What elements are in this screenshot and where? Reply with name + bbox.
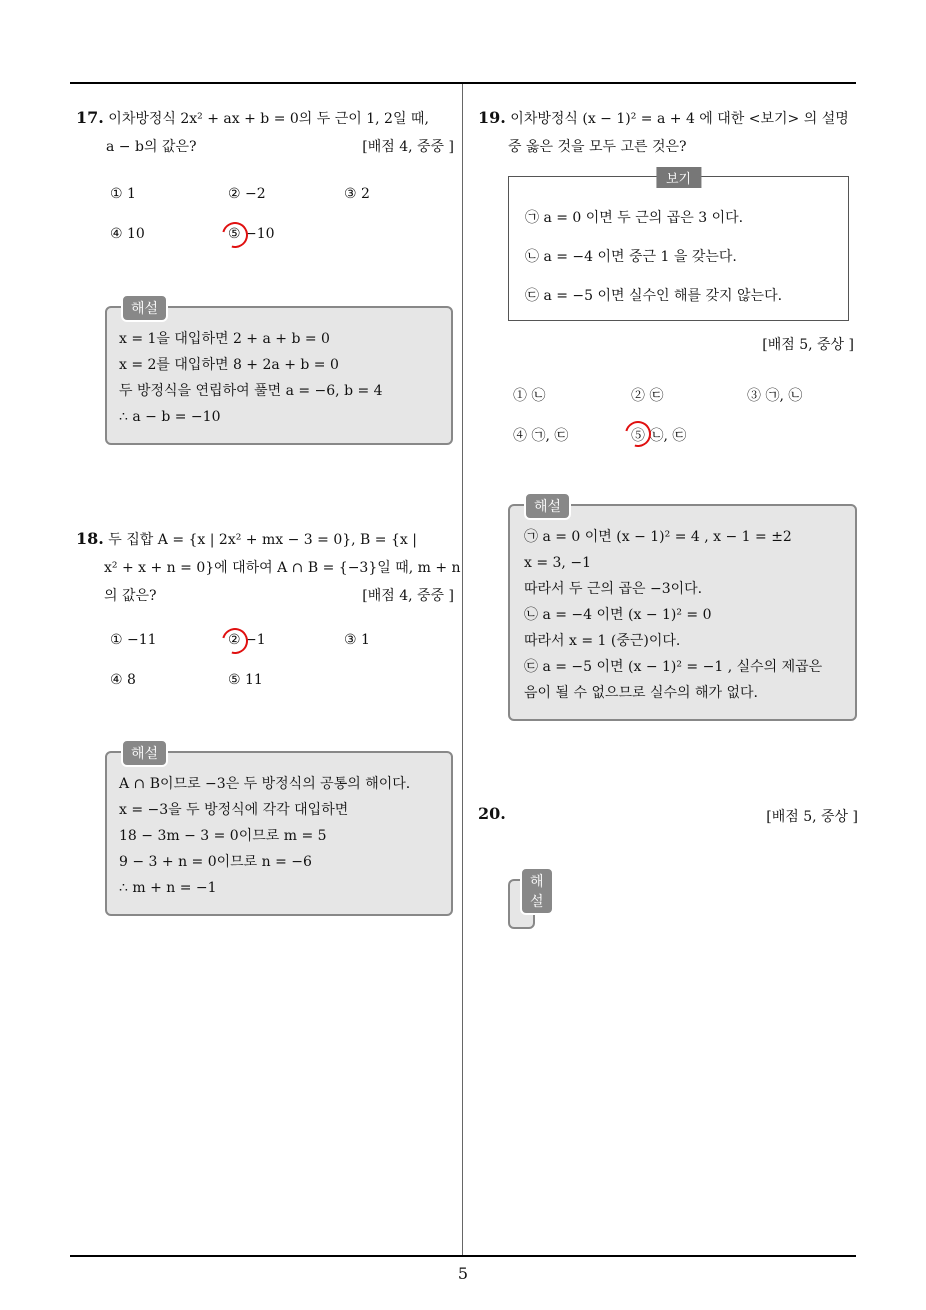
choice-1[interactable]: ① 1: [110, 186, 136, 202]
question-number: 19.: [478, 108, 506, 127]
question-18: [76, 525, 461, 610]
score-label: [배점 4, 중중 ]: [362, 139, 454, 155]
top-rule: [70, 82, 856, 84]
question-text: 중 옳은 것을 모두 고른 것은?: [508, 139, 687, 155]
column-divider: [462, 84, 463, 1256]
question-number: 17.: [76, 108, 104, 127]
solution-line: ㉡ a = −4 이면 (x − 1)² = 0: [524, 607, 712, 623]
question-text: 이차방정식 2x² + ax + b = 0의 두 근이 1, 2일 때,: [108, 111, 429, 127]
bottom-rule: [70, 1255, 856, 1257]
solution-line: x = 3, −1: [524, 555, 591, 571]
choices-17: [110, 186, 450, 266]
choice-5[interactable]: ⑤ 11: [228, 672, 263, 688]
choice-2[interactable]: ② ㉢: [631, 388, 664, 404]
solution-line: ∴ a − b = −10: [119, 409, 221, 425]
choice-5-value: ㉡, ㉢: [649, 428, 687, 444]
question-17: [76, 104, 454, 161]
solution-line: 두 방정식을 연립하여 풀면 a = −6, b = 4: [119, 383, 383, 399]
solution-line: 따라서 x = 1 (중근)이다.: [524, 633, 681, 649]
solution-line: 9 − 3 + n = 0이므로 n = −6: [119, 854, 312, 870]
solution-line: x = 2를 대입하면 8 + 2a + b = 0: [119, 357, 339, 373]
choice-4[interactable]: ④ 8: [110, 672, 136, 688]
choice-3[interactable]: ③ ㉠, ㉡: [747, 388, 803, 404]
question-18-line1: [76, 525, 454, 554]
solution-line: 따라서 두 근의 곱은 −3이다.: [524, 581, 703, 597]
solution-line: ∴ m + n = −1: [119, 880, 217, 896]
solution-line: ㉢ a = −5 이면 (x − 1)² = −1 , 실수의 제곱은: [524, 659, 823, 675]
choices-18: [110, 632, 450, 712]
choice-2-value: −1: [245, 632, 266, 648]
question-18-line2: [76, 554, 461, 582]
choice-2[interactable]: [228, 632, 266, 648]
choice-4[interactable]: ④ 10: [110, 226, 145, 242]
question-18-line3: [76, 582, 454, 610]
solution-line: 18 − 3m − 3 = 0이므로 m = 5: [119, 828, 327, 844]
score-label: [배점 5, 중상 ]: [766, 809, 858, 825]
solution-line: x = 1을 대입하면 2 + a + b = 0: [119, 331, 330, 347]
solution-tag: 해설: [121, 294, 168, 322]
choice-3[interactable]: ③ 2: [344, 186, 370, 202]
choice-5[interactable]: [631, 425, 686, 445]
question-17-line2: [76, 133, 454, 161]
choice-5[interactable]: [228, 226, 275, 242]
score-label: [배점 4, 중중 ]: [362, 588, 454, 604]
solution-line: 음이 될 수 없으므로 실수의 해가 없다.: [524, 685, 759, 701]
choice-2[interactable]: ② −2: [228, 186, 266, 202]
view-item: ㉡ a = −4 이면 중근 1 을 갖는다.: [525, 249, 737, 265]
choice-1[interactable]: ① ㉡: [513, 388, 546, 404]
solution-box-20: [508, 874, 544, 929]
question-text: x² + x + n = 0}에 대하여 A ∩ B = {−3}일 때, m + n: [104, 560, 461, 576]
score-label: [배점 5, 중상 ]: [762, 337, 854, 353]
choice-3[interactable]: ③ 1: [344, 632, 370, 648]
solution-tag: 해설: [520, 867, 554, 915]
solution-line: x = −3을 두 방정식에 각각 대입하면: [119, 802, 349, 818]
view-tag: 보기: [656, 167, 701, 188]
solution-tag: 해설: [524, 492, 571, 520]
question-17-line1: [76, 104, 454, 133]
answer-circle-mark: [620, 416, 656, 452]
choices-19: [513, 385, 853, 465]
question-19-line2: [478, 133, 858, 161]
question-number: 18.: [76, 529, 104, 548]
page-number: 5: [457, 1264, 469, 1283]
choice-5-number: ⑤: [631, 428, 645, 444]
solution-line: ㉠ a = 0 이면 (x − 1)² = 4 , x − 1 = ±2: [524, 529, 792, 545]
answer-circle-mark: [217, 623, 253, 659]
choice-4[interactable]: ④ ㉠, ㉢: [513, 428, 569, 444]
choice-5-value: −10: [245, 226, 275, 242]
view-box: [508, 172, 849, 321]
solution-box-18: [105, 746, 453, 916]
question-text: 두 집합 A = {x | 2x² + mx − 3 = 0}, B = {x |: [108, 532, 417, 548]
question-19-line1: [478, 104, 858, 133]
question-number: 20.: [478, 804, 506, 823]
question-text: 의 값은?: [104, 588, 157, 604]
solution-box-17: [105, 301, 453, 445]
question-text: a − b의 값은?: [106, 139, 197, 155]
view-item: ㉠ a = 0 이면 두 근의 곱은 3 이다.: [525, 210, 744, 226]
answer-circle-mark: [217, 217, 253, 253]
solution-box-19: [508, 499, 857, 721]
solution-tag: 해설: [121, 739, 168, 767]
question-20: [478, 804, 858, 828]
solution-line: A ∩ B이므로 −3은 두 방정식의 공통의 해이다.: [119, 776, 411, 792]
question-text: 이차방정식 (x − 1)² = a + 4 에 대한 <보기> 의 설명: [510, 111, 849, 127]
choice-1[interactable]: ① −11: [110, 632, 157, 648]
choice-5-number: ⑤: [228, 226, 241, 242]
question-19: [478, 104, 858, 161]
view-item: ㉢ a = −5 이면 실수인 해를 갖지 않는다.: [525, 288, 783, 304]
choice-2-number: ②: [228, 632, 241, 648]
